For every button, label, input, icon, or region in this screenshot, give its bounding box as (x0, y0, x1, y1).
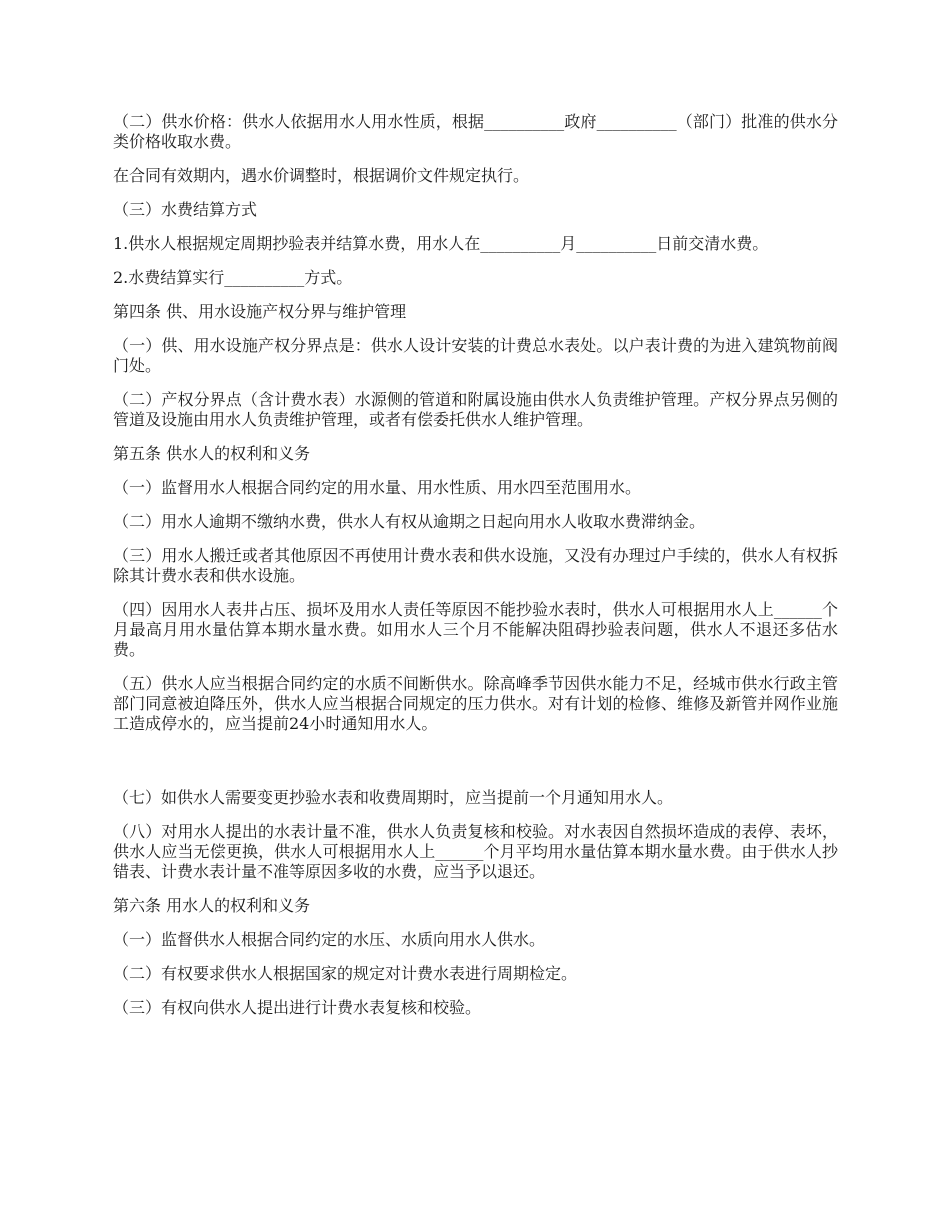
paragraph: （二）供水价格：供水人依据用水人用水性质，根据__________政府__________（部门）批准的供水分类价格收取水费。 (113, 112, 838, 151)
paragraph: （三）用水人搬迁或者其他原因不再使用计费水表和供水设施，又没有办理过户手续的，供水人有权拆除其计费水表和供水设施。 (113, 546, 838, 585)
paragraph: （五）供水人应当根据合同约定的水质不间断供水。除高峰季节因供水能力不足，经城市供水行政主管部门同意被迫降压外，供水人应当根据合同规定的压力供水。对有计划的检修、维修及新管并网作业施工造成停水的，应当提前24小时通知用水人。 (113, 674, 838, 733)
article-heading: 第五条 供水人的权利和义务 (113, 444, 311, 463)
paragraph: 在合同有效期内，遇水价调整时，根据调价文件规定执行。 (113, 166, 530, 185)
paragraph: （三）有权向供水人提出进行计费水表复核和校验。 (113, 998, 482, 1017)
document-body (113, 112, 838, 1032)
paragraph: （四）因用水人表井占压、损坏及用水人责任等原因不能抄验水表时，供水人可根据用水人上______个月最高月用水量估算本期水量水费。如用水人三个月不能解决阻碍抄验表问题，供水人不退还多估水费。 (113, 600, 838, 659)
paragraph: 2.水费结算实行__________方式。 (113, 268, 353, 287)
paragraph: （二）用水人逾期不缴纳水费，供水人有权从逾期之日起向用水人收取水费滞纳金。 (113, 512, 706, 531)
paragraph: （八）对用水人提出的水表计量不准，供水人负责复核和校验。对水表因自然损坏造成的表停、表坏，供水人应当无偿更换，供水人可根据用水人上______个月平均用水量估算本期水量水费。由于供水人抄错表、计费水表计量不准等原因多收的水费，应当予以退还。 (113, 822, 838, 881)
paragraph: （七）如供水人需要变更抄验水表和收费周期时，应当提前一个月通知用水人。 (113, 788, 674, 807)
paragraph: 1.供水人根据规定周期抄验表并结算水费，用水人在__________月__________日前交清水费。 (113, 234, 769, 253)
paragraph: （一）监督供水人根据合同约定的水压、水质向用水人供水。 (113, 930, 546, 949)
article-heading: 第四条 供、用水设施产权分界与维护管理 (113, 302, 407, 321)
paragraph: （二）产权分界点（含计费水表）水源侧的管道和附属设施由供水人负责维护管理。产权分界点另侧的管道及设施由用水人负责维护管理，或者有偿委托供水人维护管理。 (113, 390, 838, 429)
paragraph: （二）有权要求供水人根据国家的规定对计费水表进行周期检定。 (113, 964, 578, 983)
blank-paragraph (113, 748, 838, 788)
paragraph: （一）监督用水人根据合同约定的用水量、用水性质、用水四至范围用水。 (113, 478, 642, 497)
article-heading: 第六条 用水人的权利和义务 (113, 896, 311, 915)
section-heading: （三）水费结算方式 (113, 200, 258, 219)
paragraph: （一）供、用水设施产权分界点是：供水人设计安装的计费总水表处。以户表计费的为进入建筑物前阀门处。 (113, 336, 838, 375)
